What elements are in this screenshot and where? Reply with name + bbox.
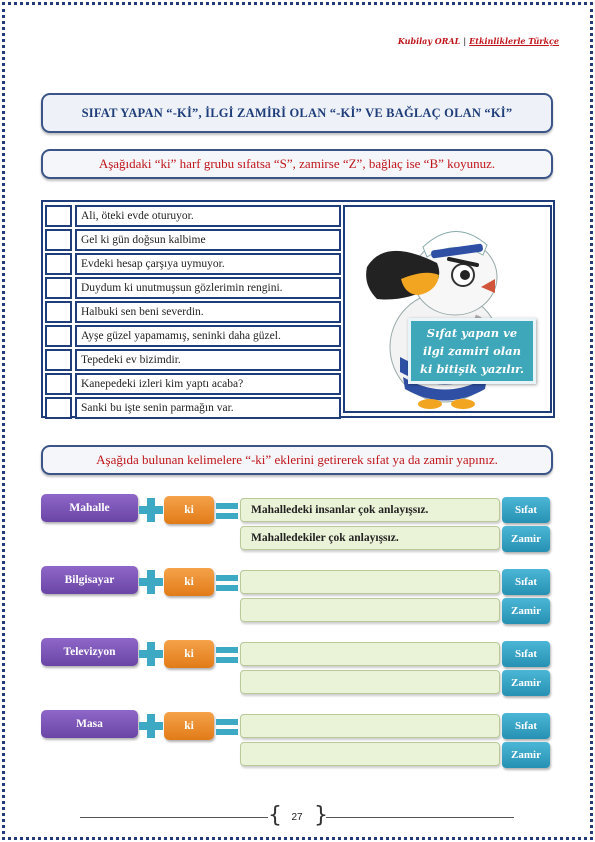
pronoun-tag: Zamir [502,670,550,696]
page-title-box [41,93,553,133]
plus-icon [139,498,163,522]
equals-icon [216,646,238,664]
sentence-row [45,325,341,347]
equals-icon [216,502,238,520]
footer-rule-right [326,817,514,818]
answer-box[interactable] [45,325,72,347]
adjective-answer-field[interactable] [240,642,500,666]
rule-note-box [408,318,536,384]
sentence-row [45,349,341,371]
sentence-row [45,229,341,251]
word-box: Bilgisayar [41,566,138,594]
suffix-box: ki [164,568,214,596]
right-brace-icon: } [314,803,328,828]
adjective-tag: Sıfat [502,569,550,595]
adjective-tag: Sıfat [502,497,550,523]
sentence-row [45,205,341,227]
answer-box[interactable] [45,373,72,395]
series-name: Etkinliklerle Türkçe [469,36,559,46]
pronoun-tag: Zamir [502,598,550,624]
answer-box[interactable] [45,301,72,323]
sentence-row [45,397,341,419]
answer-box[interactable] [45,205,72,227]
sentence-text: Halbuki sen beni severdin. [75,301,341,323]
answer-box[interactable] [45,277,72,299]
sentence-text: Ali, öteki evde oturuyor. [75,205,341,227]
sentence-text: Duydum ki unutmuşsun gözlerimin rengini. [75,277,341,299]
answer-box[interactable] [45,397,72,419]
author-name: Kubilay ORAL [397,36,461,46]
sentence-row [45,253,341,275]
sentence-table [41,200,555,418]
pronoun-answer-field[interactable] [240,670,500,694]
header-separator: | [463,36,467,46]
sentence-text: Tepedeki ev bizimdir. [75,349,341,371]
equals-icon [216,718,238,736]
pronoun-answer-field[interactable]: Mahalledekiler çok anlayışsız. [240,526,500,550]
sentence-row [45,301,341,323]
sentence-text: Gel ki gün doğsun kalbime [75,229,341,251]
page-number: 27 [291,811,303,823]
word-box: Televizyon [41,638,138,666]
instruction-2: Aşağıda bulunan kelimelere “-ki” eklerini getirerek sıfat ya da zamir yapınız. [96,452,498,467]
plus-icon [139,714,163,738]
equals-icon [216,574,238,592]
adjective-answer-field[interactable]: Mahalledeki insanlar çok anlayışsız. [240,498,500,522]
left-brace-icon: { [268,803,282,828]
sentence-row [45,373,341,395]
footer-rule-left [80,817,268,818]
rule-note: Sıfat yapan ve ilgi zamiri olan ki bitişik yazılır. [419,326,525,376]
word-box: Mahalle [41,494,138,522]
suffix-box: ki [164,496,214,524]
header-credit [398,36,559,46]
suffix-box: ki [164,640,214,668]
instruction-1: Aşağıdaki “ki” harf grubu sıfatsa “S”, zamirse “Z”, bağlaç ise “B” koyunuz. [98,156,496,171]
pronoun-answer-field[interactable] [240,742,500,766]
sentence-text: Sanki bu işte senin parmağın var. [75,397,341,419]
pronoun-tag: Zamir [502,526,550,552]
suffix-box: ki [164,712,214,740]
answer-box[interactable] [45,349,72,371]
adjective-tag: Sıfat [502,713,550,739]
pronoun-answer-field[interactable] [240,598,500,622]
answer-box[interactable] [45,253,72,275]
instruction-1-box [41,149,553,179]
pronoun-tag: Zamir [502,742,550,768]
adjective-tag: Sıfat [502,641,550,667]
instruction-2-box [41,445,553,475]
sentence-text: Evdeki hesap çarşıya uymuyor. [75,253,341,275]
sentence-row [45,277,341,299]
adjective-answer-field[interactable] [240,714,500,738]
word-box: Masa [41,710,138,738]
page-title: SIFAT YAPAN “-Kİ”, İLGİ ZAMİRİ OLAN “-Kİ” VE BAĞLAÇ OLAN “Kİ” [81,105,513,120]
sentence-text: Ayşe güzel yapamamış, seninki daha güzel. [75,325,341,347]
plus-icon [139,570,163,594]
sentence-text: Kanepedeki izleri kim yaptı acaba? [75,373,341,395]
answer-box[interactable] [45,229,72,251]
adjective-answer-field[interactable] [240,570,500,594]
plus-icon [139,642,163,666]
